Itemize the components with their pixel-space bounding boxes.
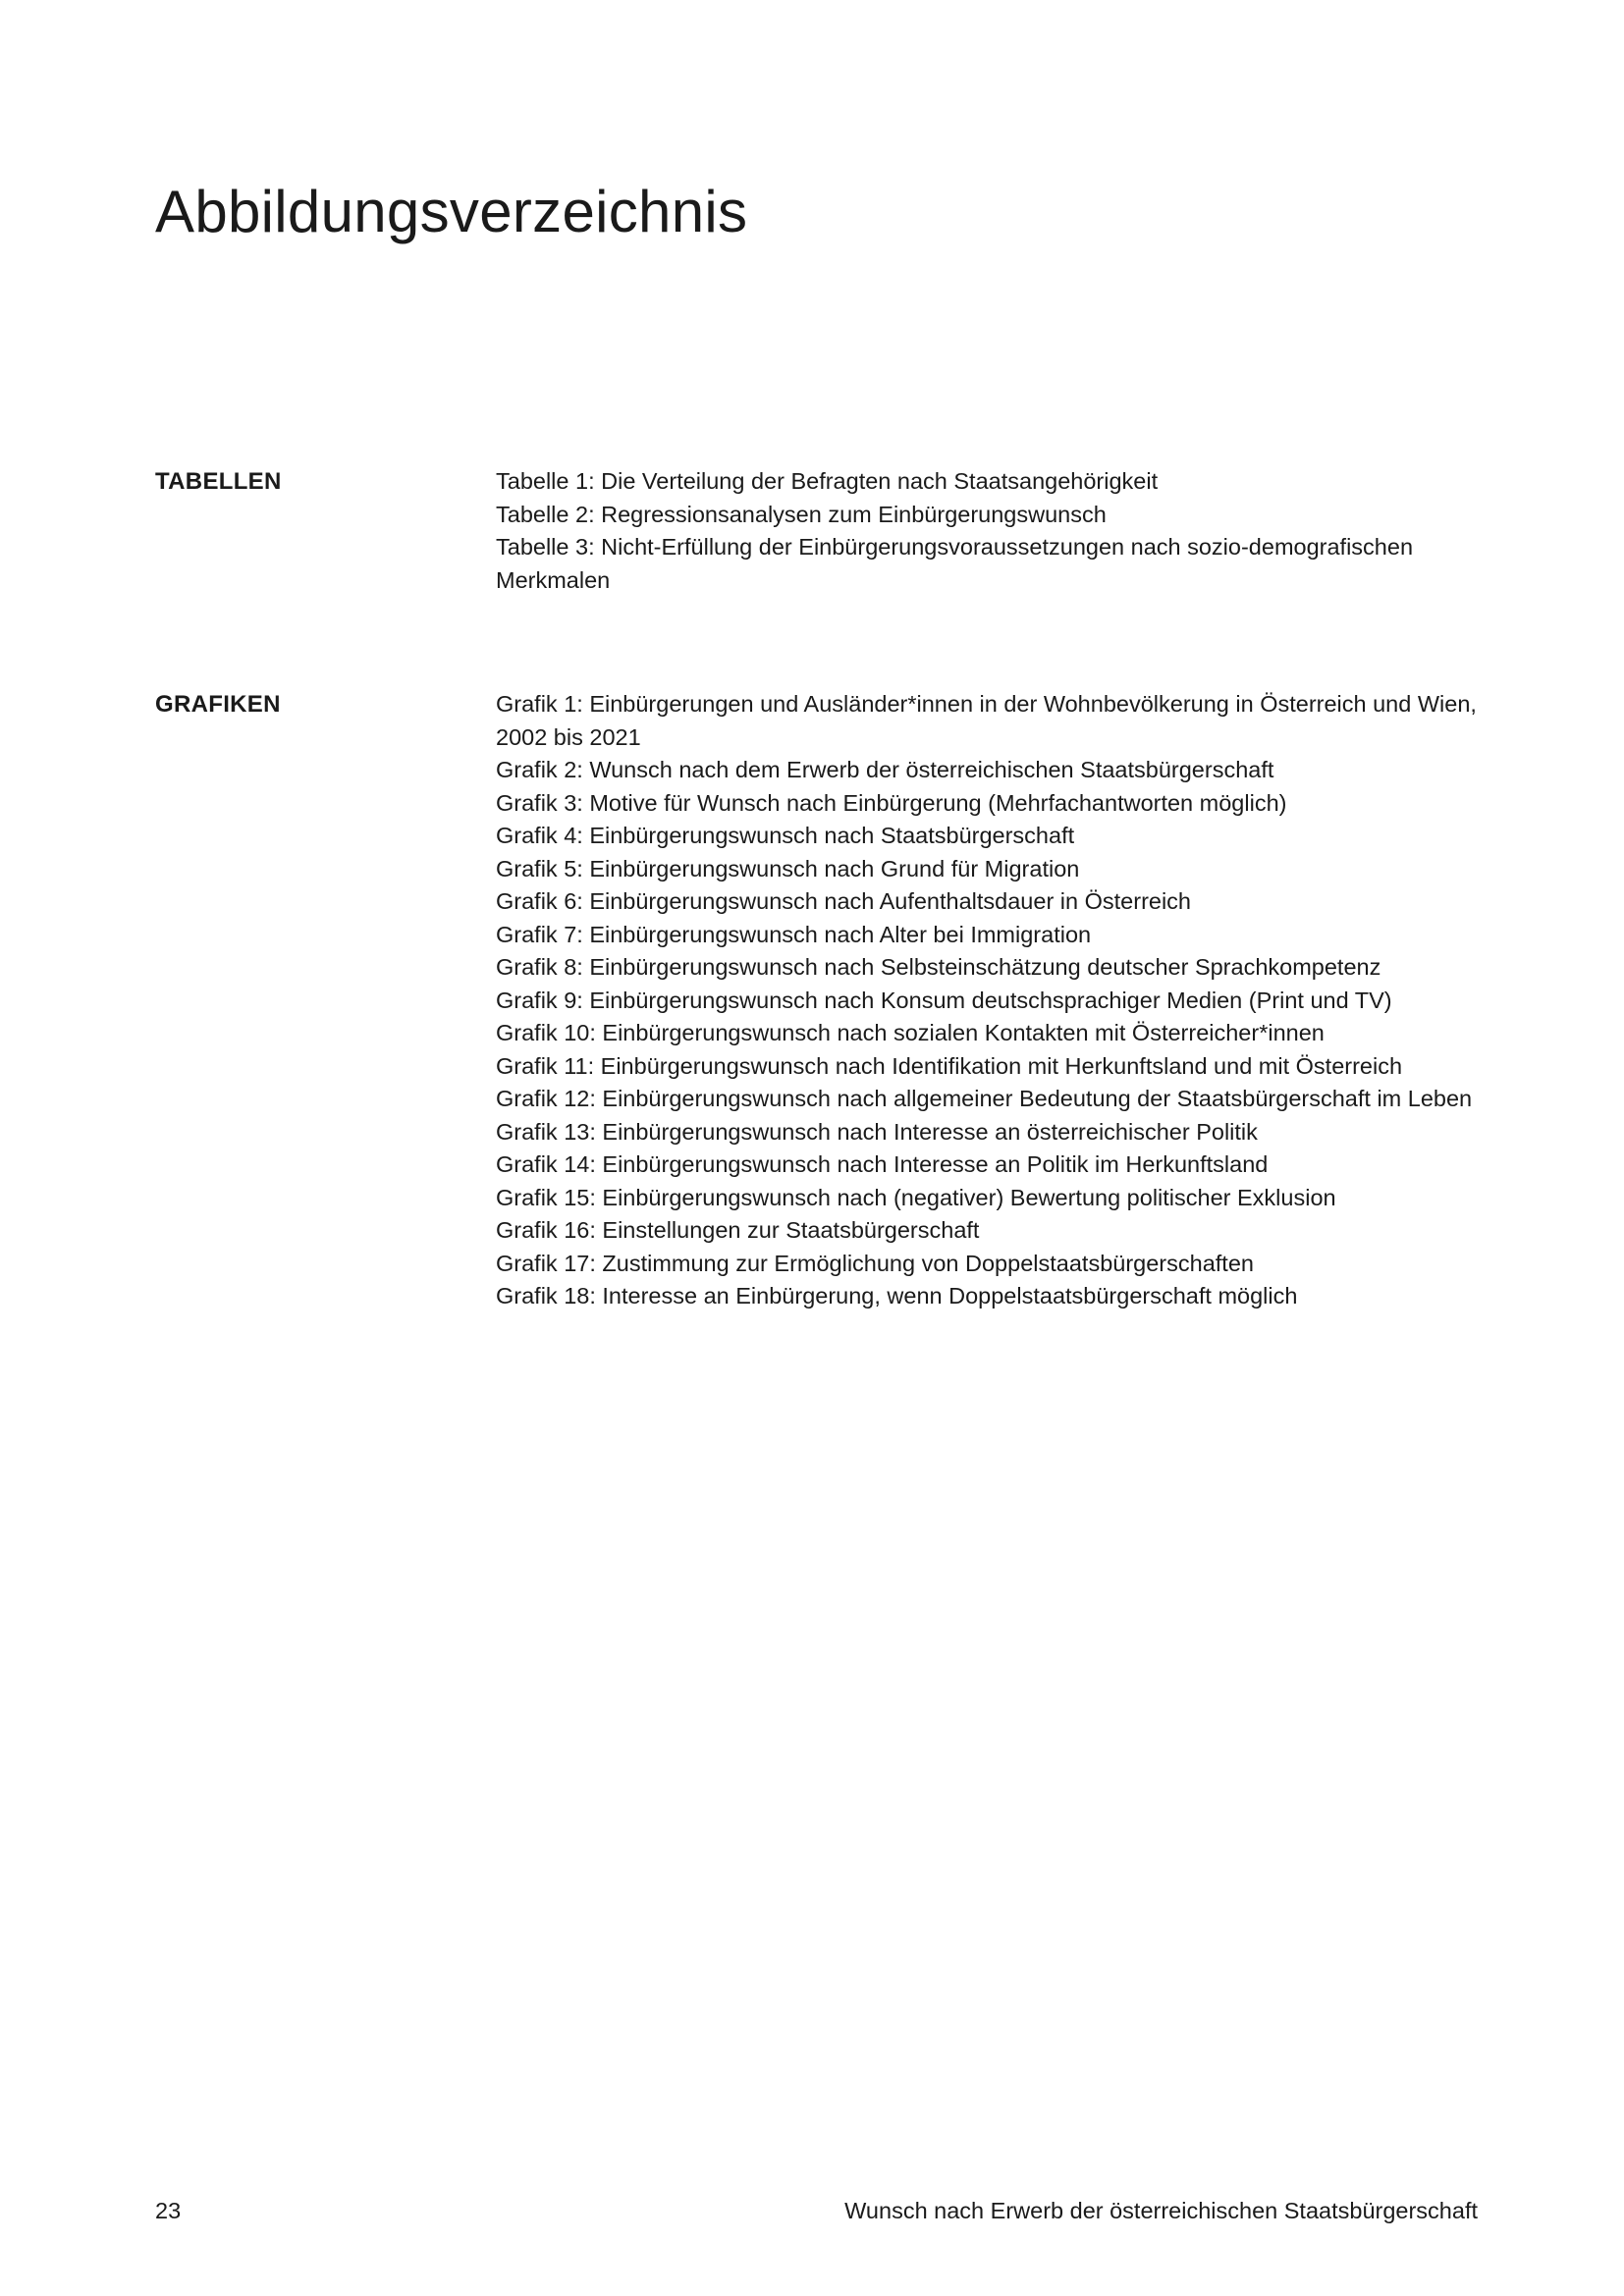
- graphic-entry-8: Grafik 8: Einbürgerungswunsch nach Selbsteinschätzung deutscher Sprachkompetenz: [496, 954, 1381, 980]
- tables-heading: TABELLEN: [155, 468, 282, 495]
- publication-title: Wunsch nach Erwerb der österreichischen Staatsbürgerschaft: [844, 2198, 1478, 2223]
- table-entry-2: Tabelle 2: Regressionsanalysen zum Einbürgerungswunsch: [496, 501, 1107, 527]
- graphic-entry-7: Grafik 7: Einbürgerungswunsch nach Alter bei Immigration: [496, 921, 1092, 947]
- graphic-entry-2: Grafik 2: Wunsch nach dem Erwerb der österreichischen Staatsbürgerschaft: [496, 757, 1274, 782]
- graphics-list: [496, 688, 1527, 1313]
- graphics-heading: GRAFIKEN: [155, 691, 281, 718]
- table-entry-1: Tabelle 1: Die Verteilung der Befragten nach Staatsangehörigkeit: [496, 468, 1159, 494]
- graphic-entry-10: Grafik 10: Einbürgerungswunsch nach sozialen Kontakten mit Österreicher*innen: [496, 1020, 1325, 1045]
- table-entry-3: Tabelle 3: Nicht-Erfüllung der Einbürgerungsvoraussetzungen nach sozio-demografischen Merkmalen: [496, 534, 1414, 593]
- graphic-entry-15: Grafik 15: Einbürgerungswunsch nach (negativer) Bewertung politischer Exklusion: [496, 1184, 1336, 1210]
- graphic-entry-6: Grafik 6: Einbürgerungswunsch nach Aufenthaltsdauer in Österreich: [496, 888, 1192, 914]
- graphic-entry-9: Grafik 9: Einbürgerungswunsch nach Konsum deutschsprachiger Medien (Print und TV): [496, 987, 1392, 1013]
- page-title: Abbildungsverzeichnis: [155, 179, 748, 244]
- graphic-entry-18: Grafik 18: Interesse an Einbürgerung, wenn Doppelstaatsbürgerschaft möglich: [496, 1283, 1298, 1308]
- graphic-entry-4: Grafik 4: Einbürgerungswunsch nach Staatsbürgerschaft: [496, 823, 1075, 848]
- graphic-entry-11: Grafik 11: Einbürgerungswunsch nach Identifikation mit Herkunftsland und mit Österreich: [496, 1052, 1403, 1079]
- tables-list: [496, 465, 1527, 597]
- graphic-entry-1: Grafik 1: Einbürgerungen und Ausländer*innen in der Wohnbevölkerung in Österreich und Wien, 2002 bis 2021: [496, 691, 1477, 750]
- graphic-entry-3: Grafik 3: Motive für Wunsch nach Einbürgerung (Mehrfachantworten möglich): [496, 789, 1287, 816]
- graphic-entry-17: Grafik 17: Zustimmung zur Ermöglichung von Doppelstaatsbürgerschaften: [496, 1250, 1254, 1276]
- page-number: 23: [155, 2198, 182, 2223]
- graphic-entry-14: Grafik 14: Einbürgerungswunsch nach Interesse an Politik im Herkunftsland: [496, 1151, 1269, 1177]
- graphic-entry-12: Grafik 12: Einbürgerungswunsch nach allgemeiner Bedeutung der Staatsbürgerschaft im Leben: [496, 1086, 1473, 1111]
- graphic-entry-5: Grafik 5: Einbürgerungswunsch nach Grund für Migration: [496, 855, 1080, 881]
- graphic-entry-16: Grafik 16: Einstellungen zur Staatsbürgerschaft: [496, 1217, 980, 1243]
- graphic-entry-13: Grafik 13: Einbürgerungswunsch nach Interesse an österreichischer Politik: [496, 1118, 1258, 1145]
